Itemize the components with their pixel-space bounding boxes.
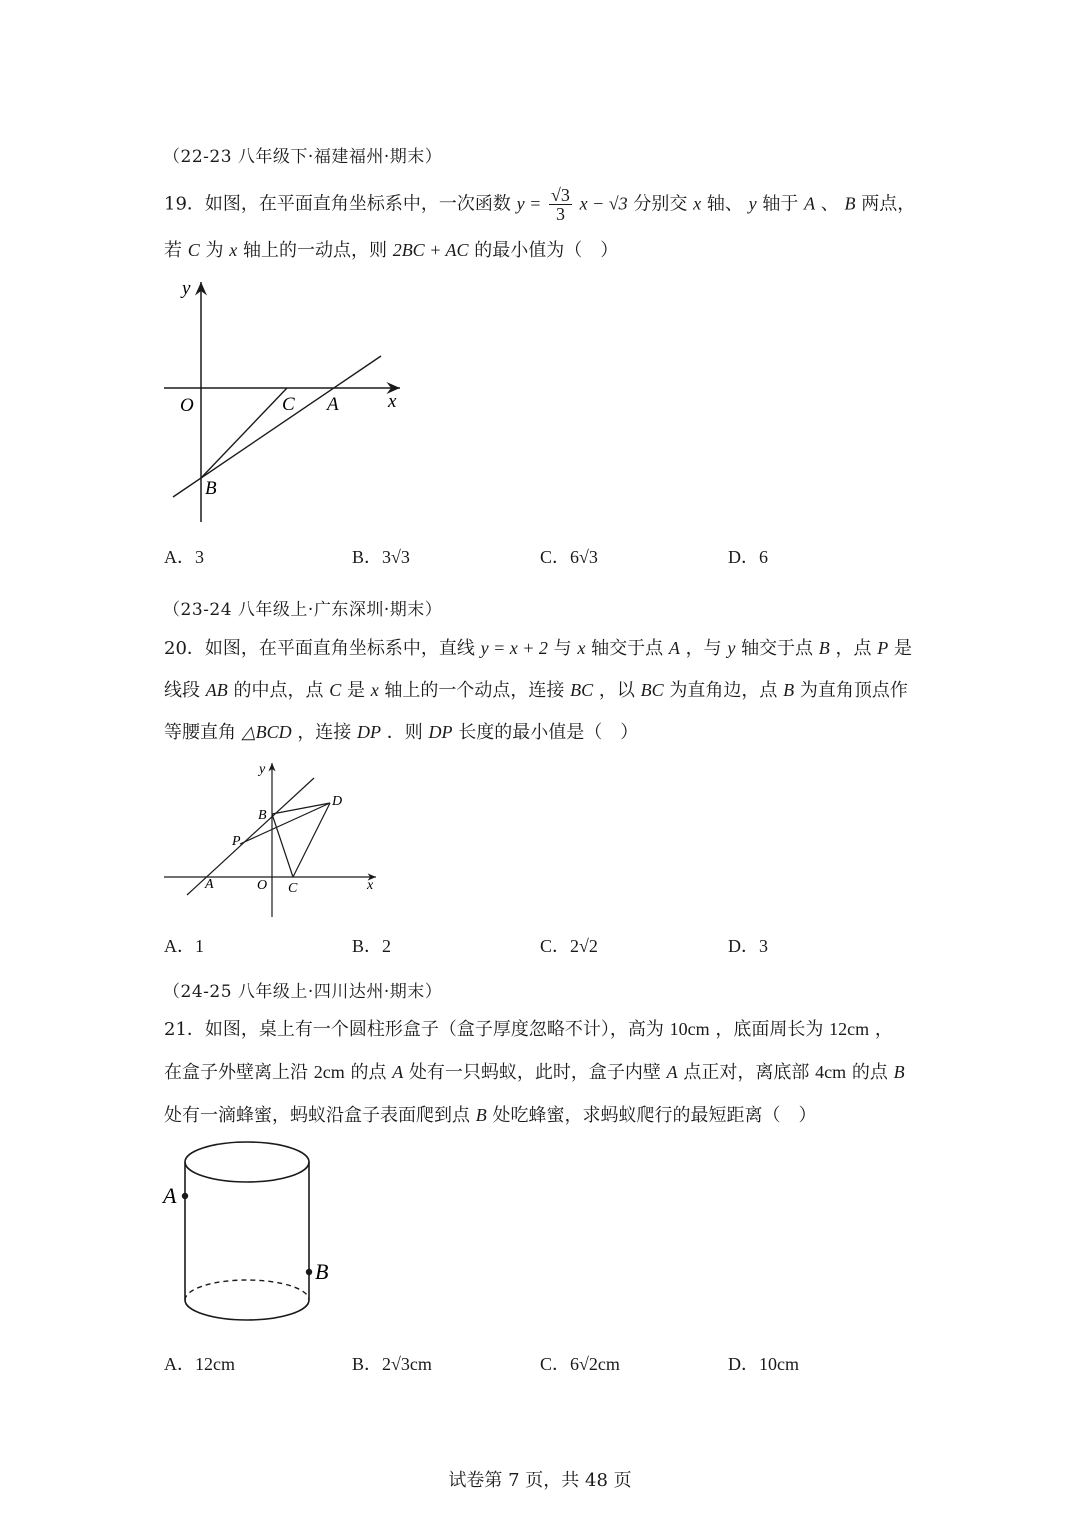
q20-segment-pd — [240, 803, 330, 844]
q20-pt-b: B — [783, 680, 795, 700]
q20-var-y: y — [727, 638, 736, 658]
q20-pt-c: C — [329, 680, 342, 700]
q21-text: 的点 — [350, 1062, 387, 1083]
q20-seg-bc: BC — [570, 680, 594, 700]
q20-pt-a: A — [668, 638, 680, 658]
q19-line-ab — [173, 356, 381, 497]
q20-eq: y = x + 2 — [480, 638, 548, 658]
q19-line2 — [164, 238, 618, 263]
q21-option-c[interactable]: C．6√2cm — [540, 1354, 620, 1374]
q21-cylinder-bottom-back — [185, 1280, 309, 1300]
q20-seg-dp: DP — [357, 722, 382, 742]
q19-text: 若 — [164, 240, 182, 261]
q21-point-b — [306, 1269, 312, 1275]
q20-label-c: C — [288, 881, 298, 896]
q19-option-d[interactable]: D．6 — [728, 547, 768, 567]
q20-line1 — [164, 636, 912, 661]
q20-text: ，以 — [598, 680, 635, 701]
q21-figure — [155, 1140, 355, 1350]
q19-label-a: A — [327, 394, 339, 415]
q20-text: 轴交于点 — [591, 638, 664, 659]
q21-point-a — [182, 1193, 188, 1199]
q20-label-a: A — [205, 877, 214, 892]
q21-pt-b: B — [893, 1062, 905, 1082]
q20-var-x: x — [577, 638, 586, 658]
q19-text: 为 — [205, 240, 224, 261]
q19-options — [164, 543, 924, 573]
q19-label-c: C — [282, 394, 295, 415]
q19-func-rest: x − √3 — [579, 193, 628, 214]
q20-text: 长度的最小值是（ ） — [458, 722, 639, 743]
q20-text: 的中点，点 — [233, 680, 324, 701]
q19-frac-num: √3 — [551, 185, 570, 205]
q19-text: 两点， — [861, 193, 916, 215]
q21-height: 10cm — [669, 1019, 710, 1039]
q20-pt-p: P — [877, 638, 889, 658]
q21-cylinder-top — [185, 1142, 309, 1182]
q20-option-d[interactable]: D．3 — [728, 936, 768, 956]
q21-source: （24-25 八年级上·四川达州·期末） — [163, 982, 443, 1002]
q20-triangle: △BCD — [241, 722, 292, 742]
q21-text: 在盒子外壁离上沿 — [164, 1062, 308, 1083]
q21-text: 处有一滴蜂蜜，蚂蚁沿盒子表面爬到点 — [164, 1105, 470, 1126]
q20-seg-ab: AB — [205, 680, 228, 700]
q21-perimeter: 12cm — [829, 1019, 870, 1039]
q21-text: 处吃蜂蜜，求蚂蚁爬行的最短距离（ ） — [492, 1105, 817, 1126]
q20-line2 — [164, 678, 908, 703]
q19-var-x: x — [229, 240, 238, 260]
page-footer: 试卷第 7 页，共 48 页 — [448, 1470, 632, 1491]
q19-func-lhs: y = — [516, 193, 542, 214]
q19-label-o: O — [180, 395, 194, 416]
q19-var-y: y — [748, 193, 757, 214]
q19-var-x: x — [693, 193, 702, 214]
q21-line3 — [164, 1103, 816, 1128]
q19-text: 19．如图，在平面直角坐标系中，一次函数 — [164, 193, 511, 215]
q21-text: 21．如图，桌上有一个圆柱形盒子（盒子厚度忽略不计），高为 — [164, 1019, 664, 1040]
q20-segment-bc — [272, 814, 293, 877]
q19-label-x: x — [388, 391, 397, 412]
q20-text: 为直角顶点作 — [799, 680, 908, 701]
q20-label-o: O — [257, 878, 268, 893]
q20-text: ，与 — [685, 638, 722, 659]
q21-text: 处有一只蚂蚁，此时，盒子内壁 — [408, 1062, 661, 1083]
q21-line1 — [164, 1017, 893, 1042]
q21-dist2: 4cm — [815, 1062, 847, 1082]
q20-text: 与 — [553, 638, 572, 659]
q19-pt-b: B — [844, 193, 856, 214]
q20-text: ．则 — [386, 722, 423, 743]
q20-label-d: D — [332, 794, 343, 809]
q19-text: 轴、 — [706, 193, 743, 215]
q19-expr: 2BC + AC — [392, 240, 469, 260]
q19-text: 的最小值为（ ） — [474, 240, 619, 261]
q21-cylinder-bottom-front — [185, 1300, 309, 1320]
q21-options — [164, 1350, 924, 1380]
q20-text: 轴交于点 — [741, 638, 814, 659]
q19-text: 轴于 — [762, 193, 799, 215]
q20-line3 — [164, 720, 638, 745]
q19-frac-den: 3 — [555, 204, 565, 224]
q20-figure — [150, 755, 390, 925]
q19-pt-c: C — [187, 240, 200, 260]
q21-text: 点正对，离底部 — [683, 1062, 810, 1083]
q20-segment-cd — [293, 803, 330, 877]
q20-text: 是 — [346, 680, 365, 701]
q19-option-a[interactable]: A．3 — [164, 547, 204, 567]
q21-option-a[interactable]: A．12cm — [164, 1354, 235, 1374]
q20-option-c[interactable]: C．2√2 — [540, 936, 598, 956]
q21-option-b[interactable]: B．2√3cm — [352, 1354, 432, 1374]
q21-line2 — [164, 1060, 905, 1085]
q20-text: 轴上的一个动点，连接 — [384, 680, 565, 701]
q20-label-y: y — [259, 762, 266, 777]
q21-text: 的点 — [851, 1062, 888, 1083]
q21-text: ，底面周长为 — [715, 1019, 824, 1040]
q21-pt-b: B — [475, 1105, 487, 1125]
q20-var-x: x — [370, 680, 379, 700]
q19-label-b: B — [205, 478, 217, 499]
q20-text: ，连接 — [297, 722, 352, 743]
q19-figure — [150, 270, 420, 535]
q20-text: 是 — [894, 638, 912, 659]
q20-seg-bc: BC — [640, 680, 664, 700]
q21-label-b: B — [315, 1259, 329, 1284]
q19-line1 — [164, 186, 915, 223]
q20-label-b: B — [258, 808, 267, 823]
q19-text: 分别交 — [633, 193, 688, 215]
q21-dist1: 2cm — [313, 1062, 345, 1082]
q21-text: ， — [874, 1019, 893, 1040]
q20-source: （23-24 八年级上·广东深圳·期末） — [163, 600, 443, 620]
q19-option-b[interactable]: B．3√3 — [352, 547, 410, 567]
q19-sep: 、 — [820, 193, 839, 215]
q20-option-b[interactable]: B．2 — [352, 936, 392, 956]
q21-label-a: A — [163, 1183, 177, 1208]
q19-fraction — [549, 186, 572, 223]
q20-text: 20．如图，在平面直角坐标系中，直线 — [164, 638, 475, 659]
q19-source: （22-23 八年级下·福建福州·期末） — [163, 147, 443, 167]
q20-option-a[interactable]: A．1 — [164, 936, 204, 956]
q19-text: 轴上的一动点，则 — [242, 240, 387, 261]
q20-label-p: P — [232, 834, 241, 849]
q21-option-d[interactable]: D．10cm — [728, 1354, 799, 1374]
q20-text: ，点 — [835, 638, 872, 659]
q19-pt-a: A — [804, 193, 816, 214]
q20-text: 线段 — [164, 680, 200, 701]
q20-text: 为直角边，点 — [669, 680, 778, 701]
q20-label-x: x — [367, 878, 374, 893]
q20-pt-b: B — [818, 638, 830, 658]
q20-seg-dp: DP — [428, 722, 453, 742]
q19-option-c[interactable]: C．6√3 — [540, 547, 598, 567]
q21-pt-a: A — [666, 1062, 678, 1082]
q20-options — [164, 932, 924, 962]
q21-pt-a: A — [392, 1062, 404, 1082]
q19-label-y: y — [182, 278, 191, 299]
q20-text: 等腰直角 — [164, 722, 236, 743]
q19-segment-bc — [201, 388, 287, 478]
